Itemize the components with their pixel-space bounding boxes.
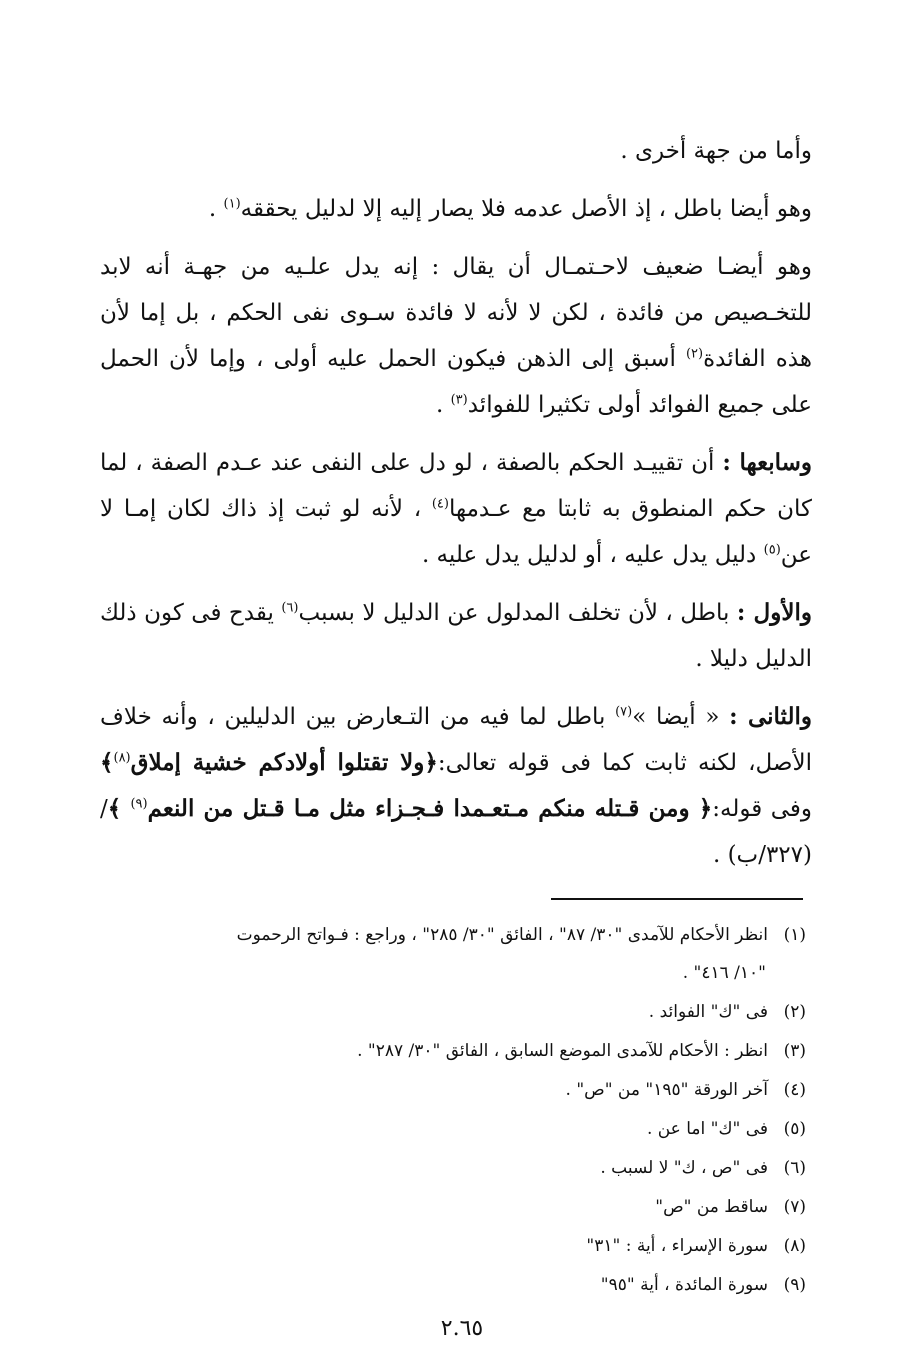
- paragraph-text: وفى قوله:: [712, 796, 813, 822]
- footnote-ref[interactable]: (٨): [113, 750, 131, 766]
- quran-verse: ﴿ولا تقتلوا أولادكم خشية إملاق: [130, 749, 438, 776]
- footnote-text: سورة الإسراء ، أية : "٣١": [586, 1236, 768, 1256]
- footnote-text: ساقط من "ص": [655, 1197, 768, 1217]
- footnote-ref[interactable]: (٤): [431, 496, 449, 512]
- footnote-text: آخر الورقة "١٩٥" من "ص" .: [565, 1080, 768, 1100]
- paragraph-text: ، لأنه لو ثبت إذ ذاك لكان إمـا لا عن: [100, 496, 812, 568]
- footnote-text: سورة المائدة ، أية "٩٥": [600, 1275, 768, 1295]
- verse-bracket: ﴾: [100, 749, 114, 776]
- footnote-number: (٣): [783, 1041, 806, 1061]
- paragraph-text: « أيضا »: [632, 704, 730, 730]
- footnote-ref[interactable]: (٧): [615, 704, 633, 720]
- paragraph-text: يقدح فى كون ذلك الدليل دليلا .: [100, 600, 812, 672]
- main-text: [100, 128, 812, 890]
- footnote-number: (٦): [783, 1158, 806, 1178]
- page-number: ٢.٦٥: [440, 1316, 484, 1341]
- paragraph-text: وأما من جهة أخرى .: [620, 138, 812, 164]
- paragraph-text: باطل لما فيه من التـعارض بين الدليلين ، وأنه خلاف الأصل، لكنه ثابت كما فى قوله تعالى:: [100, 704, 812, 776]
- footnote-number: (٩): [783, 1275, 806, 1295]
- footnote-ref[interactable]: (٥): [763, 542, 781, 558]
- footnote-item: [96, 1032, 806, 1070]
- paragraph-text: وهو أيضا باطل ، إذ الأصل عدمه فلا يصار إليه إلا لدليل يحققه: [240, 196, 812, 222]
- footnote-item: [96, 1110, 806, 1148]
- footnote-text: فى "ك" الفوائد .: [648, 1002, 768, 1022]
- paragraph-text: .: [435, 392, 451, 418]
- paragraph-text: .: [208, 196, 224, 222]
- footnote-text: فى "ك" اما عن .: [646, 1119, 768, 1139]
- paragraph-1: [100, 128, 812, 174]
- paragraph-6: [100, 694, 812, 878]
- paragraph-text: / (٣٢٧/ب) .: [100, 796, 812, 868]
- footnote-number: (٤): [783, 1080, 806, 1100]
- paragraph-text: وهو أيضـا ضعيف لاحـتمـال أن يقال : إنه يدل علـيه من جهـة أنه لابد للتخـصيص من فائدة ، لكن لا لأنه لا فائدة سـوى نفى الحكم ، بل إما لأن هذه الفائدة: [100, 254, 812, 372]
- footnote-item: [96, 1071, 806, 1109]
- footnote-ref[interactable]: (٩): [130, 796, 148, 812]
- paragraph-text: أسبق إلى الذهن فيكون الحمل عليه أولى ، وإما لأن الحمل على جميع الفوائد أولى تكثيرا للفوائد: [100, 346, 812, 418]
- footnote-ref[interactable]: (١): [223, 196, 241, 212]
- paragraph-text: أن تقييـد الحكم بالصفة ، لو دل على النفى عند عـدم الصفة ، لما كان حكم المنطوق به ثابتا مع عـدمها: [100, 450, 813, 522]
- paragraph-lead: وسابعها :: [722, 449, 812, 476]
- footnotes-list: [96, 916, 806, 1305]
- footnote-text: انظر الأحكام للآمدى "٣٠/ ٨٧" ، الفائق "٣٠/ ٢٨٥" ، وراجع : فـواتح الرحموت: [236, 925, 768, 945]
- footnote-text: فى "ص ، ك" لا لسبب .: [600, 1158, 768, 1178]
- paragraph-2: [100, 186, 812, 232]
- footnote-number: (٧): [783, 1197, 806, 1217]
- paragraph-lead: والأول :: [736, 599, 812, 626]
- footnote-ref[interactable]: (٣): [450, 392, 468, 408]
- paragraph-text: باطل ، لأن تخلف المدلول عن الدليل لا بسبب: [298, 600, 737, 626]
- footnote-item: [96, 1188, 806, 1226]
- footnote-number: (٢): [783, 1002, 806, 1022]
- footnote-ref[interactable]: (٢): [685, 346, 704, 362]
- paragraph-5: [100, 590, 812, 682]
- paragraph-text: دليل يدل عليه ، أو لدليل يدل عليه .: [421, 542, 764, 568]
- footnote-item: [96, 1266, 806, 1304]
- paragraph-lead: والثانى :: [729, 703, 812, 730]
- footnote-item: [96, 1149, 806, 1187]
- footnote-ref[interactable]: (٦): [281, 600, 299, 616]
- footnote-number: (٥): [783, 1119, 806, 1139]
- footnote-number: (١): [783, 925, 806, 945]
- verse-bracket: ﴾: [107, 795, 131, 822]
- paragraph-4: [100, 440, 812, 578]
- footnote-item: [96, 1227, 806, 1265]
- paragraph-3: [100, 244, 812, 428]
- footnote-number: (٨): [783, 1236, 806, 1256]
- footnote-text: انظر : الأحكام للآمدى الموضع السابق ، الفائق "٣٠/ ٢٨٧" .: [357, 1041, 768, 1061]
- quran-verse: ﴿ ومن قـتله منكم مـتعـمدا فـجـزاء مثل مـا قـتل من النعم: [147, 795, 713, 822]
- footnote-separator: [551, 898, 803, 900]
- footnote-continuation: "١٠/ ٤١٦" .: [682, 963, 766, 983]
- footnote-item: [96, 993, 806, 1031]
- footnote-item: [96, 916, 806, 992]
